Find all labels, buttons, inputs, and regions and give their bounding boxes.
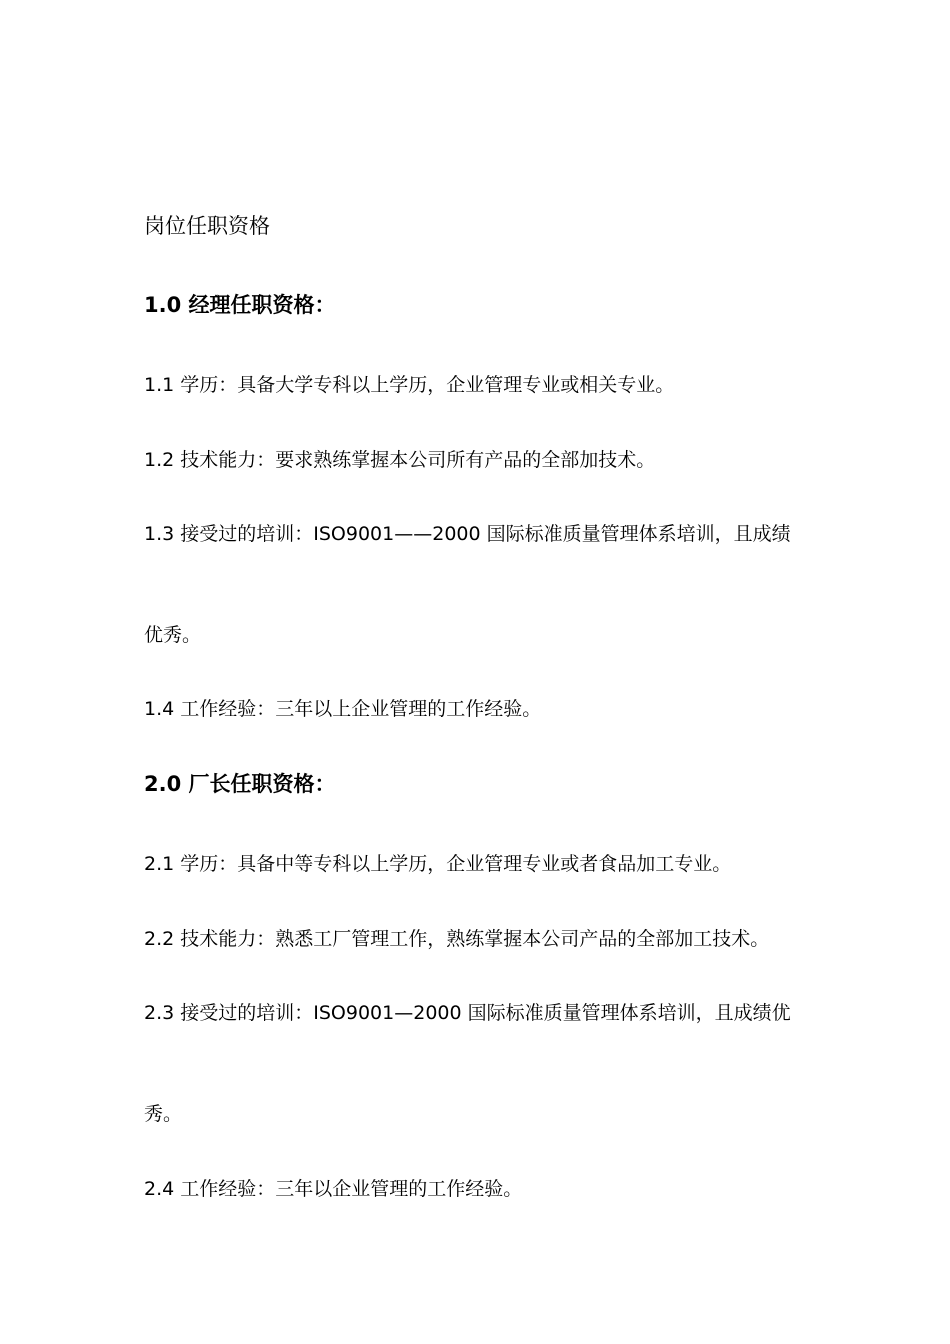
requirement-1-3-continued: 优秀。	[144, 624, 202, 646]
requirement-1-4: 1.4 工作经验：三年以上企业管理的工作经验。	[144, 698, 542, 720]
requirement-1-1: 1.1 学历：具备大学专科以上学历，企业管理专业或相关专业。	[144, 374, 675, 396]
requirement-2-3-continued: 秀。	[144, 1103, 183, 1125]
document-title: 岗位任职资格	[144, 214, 270, 238]
requirement-2-3: 2.3 接受过的培训：ISO9001—2000 国际标准质量管理体系培训，且成绩优	[144, 1002, 791, 1024]
requirement-1-2: 1.2 技术能力：要求熟练掌握本公司所有产品的全部加技术。	[144, 449, 656, 471]
section-heading-manager: 1.0 经理任职资格：	[144, 293, 336, 317]
requirement-1-3: 1.3 接受过的培训：ISO9001——2000 国际标准质量管理体系培训，且成绩	[144, 523, 791, 545]
requirement-2-1: 2.1 学历：具备中等专科以上学历，企业管理专业或者食品加工专业。	[144, 853, 732, 875]
requirement-2-4: 2.4 工作经验：三年以企业管理的工作经验。	[144, 1178, 523, 1200]
requirement-2-2: 2.2 技术能力：熟悉工厂管理工作，熟练掌握本公司产品的全部加工技术。	[144, 928, 770, 950]
section-heading-factory-director: 2.0 厂长任职资格：	[144, 772, 336, 796]
